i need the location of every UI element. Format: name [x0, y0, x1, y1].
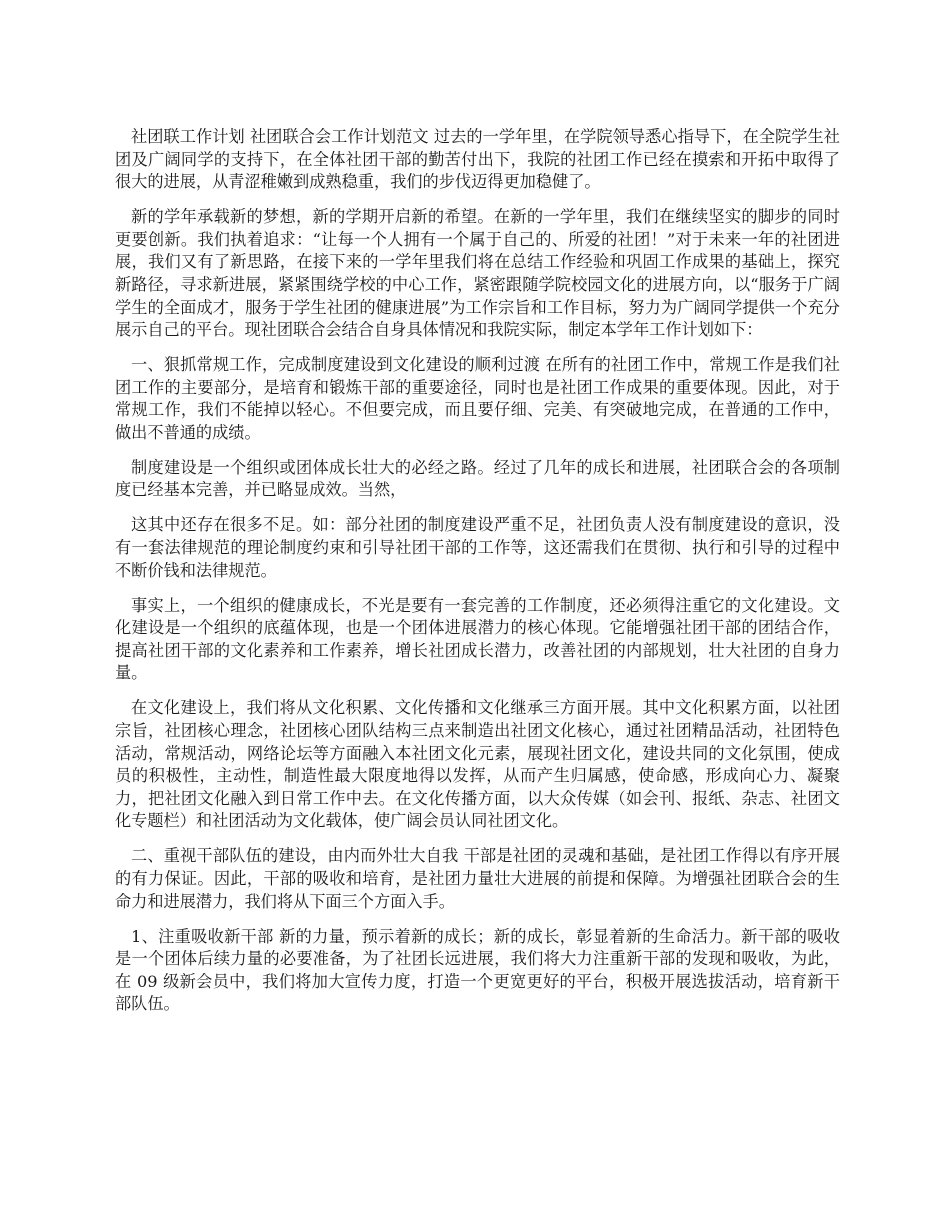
paragraph-intro: 社团联工作计划 社团联合会工作计划范文 过去的一学年里，在学院领导悉心指导下，在全院学生社团及广阔同学的支持下，在全体社团干部的勤苦付出下，我院的社团工作已经在摸索和开拓中取得了很大的进展，从青涩稚嫩到成熟稳重，我们的步伐迈得更加稳健了。 — [115, 127, 840, 192]
paragraph-system-building: 制度建设是一个组织或团体成长壮大的必经之路。经过了几年的成长和进展，社团联合会的各项制度已经基本完善，并已略显成效。当然， — [115, 457, 840, 500]
document-body — [115, 126, 840, 1028]
paragraph-new-year: 新的学年承载新的梦想，新的学期开启新的希望。在新的一学年里，我们在继续坚实的脚步的同时更要创新。我们执着追求：“让每一个人拥有一个属于自己的、所爱的社团！”对于未来一年的社团进展，我们又有了新思路，在接下来的一学年里我们将在总结工作经验和巩固工作成果的基础上，探究新路径，寻求新进展，紧紧围绕学校的中心工作，紧密跟随学院校园文化的进展方向，以“服务于广阔学生的全面成才，服务于学生社团的健康进展”为工作宗旨和工作目标，努力为广阔同学提供一个充分展示自己的平台。现社团联合会结合自身具体情况和我院实际，制定本学年工作计划如下： — [115, 207, 840, 340]
paragraph-new-cadres: 1、注重吸收新干部 新的力量，预示着新的成长；新的成长，彰显着新的生命活力。新干部的吸收是一个团体后续力量的必要准备，为了社团长远进展，我们将大力注重新干部的发现和吸收，为此，在 09 级新会员中，我们将加大宣传力度，打造一个更宽更好的平台，积极开展选拔活动，培育新干部队伍。 — [115, 926, 840, 1014]
paragraph-section-two: 二、重视干部队伍的建设，由内而外壮大自我 干部是社团的灵魂和基础，是社团工作得以有序开展的有力保证。因此，干部的吸收和培育，是社团力量壮大进展的前提和保障。为增强社团联合会的生命力和进展潜力，我们将从下面三个方面入手。 — [115, 846, 840, 911]
paragraph-culture-building: 事实上，一个组织的健康成长，不光是要有一套完善的工作制度，还必须得注重它的文化建设。文化建设是一个组织的底蕴体现，也是一个团体进展潜力的核心体现。它能增强社团干部的团结合作，提高社团干部的文化素养和工作素养，增长社团成长潜力，改善社团的内部规划，壮大社团的自身力量。 — [115, 595, 840, 683]
paragraph-shortcomings: 这其中还存在很多不足。如：部分社团的制度建设严重不足，社团负责人没有制度建设的意识，没有一套法律规范的理论制度约束和引导社团干部的工作等，这还需我们在贯彻、执行和引导的过程中不断价钱和法律规范。 — [115, 515, 840, 580]
paragraph-section-one: 一、狠抓常规工作，完成制度建设到文化建设的顺利过渡 在所有的社团工作中，常规工作是我们社团工作的主要部分，是培育和锻炼干部的重要途径，同时也是社团工作成果的重要体现。因此，对于常规工作，我们不能掉以轻心。不但要完成，而且要仔细、完美、有突破地完成，在普通的工作中，做出不普通的成绩。 — [115, 355, 840, 442]
paragraph-culture-plan: 在文化建设上，我们将从文化积累、文化传播和文化继承三方面开展。其中文化积累方面，以社团宗旨，社团核心理念，社团核心团队结构三点来制造出社团文化核心，通过社团精品活动，社团特色活动，常规活动，网络论坛等方面融入本社团文化元素，展现社团文化，建设共同的文化氛围，使成员的积极性，主动性，制造性最大限度地得以发挥，从而产生归属感，使命感，形成向心力、凝聚力，把社团文化融入到日常工作中去。在文化传播方面，以大众传媒（如会刊、报纸、杂志、社团文化专题栏）和社团活动为文化载体，使广阔会员认同社团文化。 — [115, 698, 840, 831]
